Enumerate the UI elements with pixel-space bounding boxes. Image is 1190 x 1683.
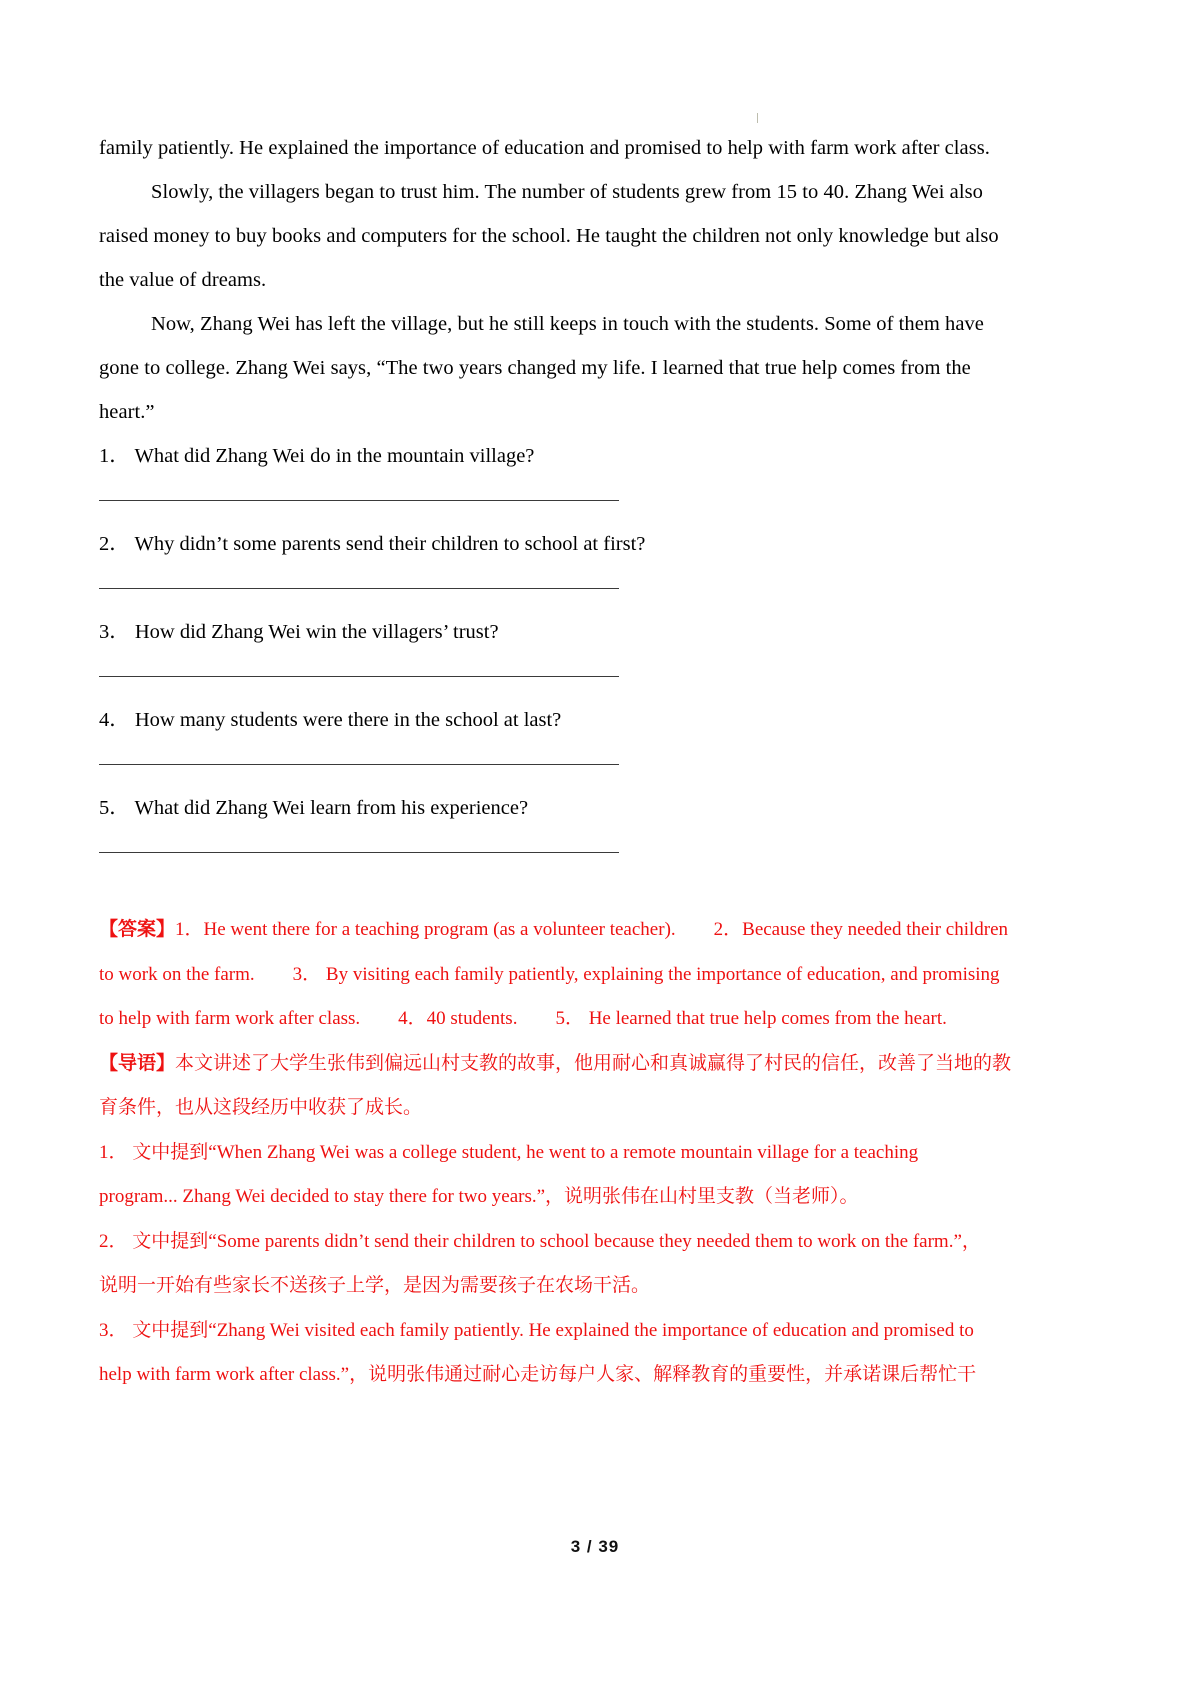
guide-label: 【导语】 — [99, 1052, 176, 1074]
answer-blank-line-3[interactable] — [99, 654, 1019, 698]
answer-key-text: 1．He went there for a teaching program (as a volunteer teacher). 2．Because they needed their children to work on the farm. 3． By visiting each family patiently, explaining the importance of education, and promising to help with farm work after class. 4．40 students. 5． He learned that true help comes from the heart. — [99, 919, 1009, 1029]
guide-block — [99, 1042, 1019, 1131]
passage-paragraph-2: Now, Zhang Wei has left the village, but he still keeps in touch with the students. Some of them have gone to college. Zhang Wei says, “The two years changed my life. I learned that true help comes from the heart.” — [99, 313, 984, 423]
explanation-1-text-line-1: 文中提到“When Zhang Wei was a college student, he went to a remote mountain village for a teaching — [132, 1141, 919, 1163]
question-item-1: 1． What did Zhang Wei do in the mountain village? — [99, 445, 535, 467]
explanation-2-text-line-1: 文中提到“Some parents didn’t send their children to school because they needed them to work on the farm.”， — [132, 1230, 981, 1252]
explanation-1-number: 1． — [99, 1141, 128, 1163]
explanation-item-1-line-2: program... Zhang Wei decided to stay there for two years.”，说明张伟在山村里支教（当老师）。 — [99, 1186, 859, 1207]
question-item-5: 5． What did Zhang Wei learn from his experience? — [99, 797, 529, 819]
explanation-2-number: 2． — [99, 1230, 128, 1252]
question-item-2: 2． Why didn’t some parents send their children to school at first? — [99, 533, 646, 555]
question-item-4: 4． How many students were there in the school at last? — [99, 709, 562, 731]
page-footer — [0, 1537, 1190, 1557]
answer-key-block — [99, 908, 1019, 1042]
passage-continuation-line: family patiently. He explained the importance of education and promised to help with farm work after class. — [99, 137, 990, 159]
section-spacer — [99, 874, 1019, 908]
explanation-item-1-line-1 — [99, 1131, 1019, 1176]
answer-blank-line-2[interactable] — [99, 566, 1019, 610]
answer-blank-line-4[interactable] — [99, 742, 1019, 786]
answer-blank-line-5[interactable] — [99, 830, 1019, 874]
explanation-item-3-line-1 — [99, 1309, 1019, 1354]
answer-blank-line-1[interactable] — [99, 478, 1019, 522]
explanation-item-3-line-2: help with farm work after class.”，说明张伟通过耐心走访每户人家、解释教育的重要性，并承诺课后帮忙干 — [99, 1364, 977, 1385]
explanation-3-number: 3． — [99, 1319, 128, 1341]
passage-paragraph-1: Slowly, the villagers began to trust him. The number of students grew from 15 to 40. Zhang Wei also raised money to buy books and computers for the school. He taught the children not only knowledge but also the value of dreams. — [99, 181, 999, 291]
question-item-3: 3． How did Zhang Wei win the villagers’ trust? — [99, 621, 499, 643]
explanation-3-text-line-1: 文中提到“Zhang Wei visited each family patiently. He explained the importance of education and promised to — [132, 1319, 974, 1341]
answer-key-label: 【答案】 — [99, 919, 176, 940]
page-number-label: 3 / 39 — [570, 1537, 620, 1556]
scan-artifact-mark — [757, 113, 758, 123]
guide-text: 本文讲述了大学生张伟到偏远山村支教的故事，他用耐心和真诚赢得了村民的信任，改善了当地的教育条件，也从这段经历中收获了成长。 — [99, 1052, 1012, 1118]
explanation-item-2-line-1 — [99, 1220, 1019, 1265]
explanation-item-2-line-2: 说明一开始有些家长不送孩子上学，是因为需要孩子在农场干活。 — [99, 1275, 651, 1296]
page-content — [99, 126, 1019, 1398]
